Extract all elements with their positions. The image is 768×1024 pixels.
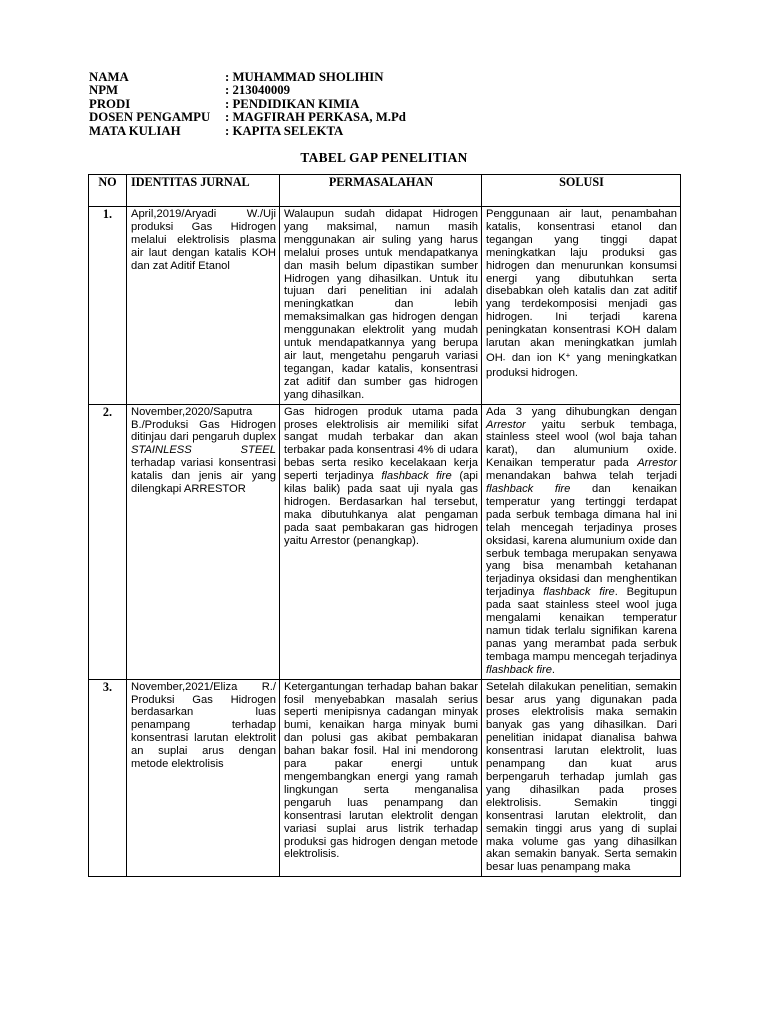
info-label: NAMA bbox=[89, 70, 129, 84]
table-row bbox=[89, 207, 681, 405]
solusi-cell: Ada 3 yang dihubungkan dengan Arrestor yaitu serbuk tembaga, stainless steel wool (wol baja tahan karat), dan alumunium oxide. Kenaikan temperatur pada Arrestor menandakan bahwa telah terjadi flashback fire dan kenaikan temperatur yang tertinggi terdapat pada serbuk tembaga dimana hal ini telah mencegah terjadinya proses oksidasi, karena alumunium oxide dan serbuk tembaga merupakan senyawa yang bisa menambah ketahanan terjadinya oksidasi dan menghentikan terjadinya flashback fire. Begitupun pada saat stainless steel wool juga mengalami kenaikan temperatur namun tidak terlalu signifikan karena panas yang merambat pada serbuk tembaga mampu mencegah terjadinya flashback fire. bbox=[482, 404, 681, 679]
info-row-matakuliah bbox=[89, 125, 509, 138]
table-header-row bbox=[89, 175, 681, 207]
identitas-cell: November,2020/Saputra B./Produksi Gas Hidrogen ditinjau dari pengaruh duplex STAINLESS STEEL terhadap variasi konsentrasi katalis dan jenis air yang dilengkapi ARRESTOR bbox=[127, 404, 280, 679]
info-value: : PENDIDIKAN KIMIA bbox=[225, 96, 360, 111]
gap-table bbox=[88, 174, 681, 877]
row-number: 3. bbox=[89, 679, 127, 877]
student-info bbox=[89, 71, 509, 138]
info-row-prodi bbox=[89, 98, 509, 111]
row-number: 2. bbox=[89, 404, 127, 679]
info-label: MATA KULIAH bbox=[89, 123, 181, 138]
info-row-nama bbox=[89, 71, 509, 84]
solusi-cell: Penggunaan air laut, penambahan katalis, konsentrasi etanol dan tegangan yang tinggi dapat meningkatkan laju produksi gas hidrogen dan menurunkan konsumsi energi yang dibutuhkan serta disebabkan oleh katalis dan zat aditif yang terdekomposisi menjadi gas hidrogen. Ini terjadi karena peningkatan konsentrasi KOH dalam larutan akan meningkatkan jumlah OH- dan ion K+ yang meningkatkan produksi hidrogen. bbox=[482, 207, 681, 405]
header-identitas: IDENTITAS JURNAL bbox=[127, 175, 280, 207]
info-value: : KAPITA SELEKTA bbox=[225, 123, 344, 138]
table-row bbox=[89, 404, 681, 679]
info-row-npm bbox=[89, 84, 509, 97]
permasalahan-cell: Walaupun sudah didapat Hidrogen yang maksimal, namun masih menggunakan air suling yang harus melalui proses untuk mendapatkanya dan masih belum dipastikan sumber Hidrogen yang dihasilkan. Untuk itu tujuan dari penelitian ini adalah meningkatkan dan lebih memaksimalkan gas hidrogen dengan menggunakan elektrolit yang mudah untuk mendapatkannya yang berupa air laut, mengetahu pengaruh variasi tegangan, kadar katalis, konsentrasi zat aditif dan sumber gas hidrogen yang dihasilkan. bbox=[280, 207, 482, 405]
info-value: : MUHAMMAD SHOLIHIN bbox=[225, 70, 384, 84]
header-no: NO bbox=[89, 175, 127, 207]
info-value: : 213040009 bbox=[225, 83, 291, 98]
header-solusi: SOLUSI bbox=[482, 175, 681, 207]
header-permasalahan: PERMASALAHAN bbox=[280, 175, 482, 207]
info-label: DOSEN PENGAMPU bbox=[89, 110, 211, 125]
info-row-dosen bbox=[89, 111, 509, 124]
page-title: TABEL GAP PENELITIAN bbox=[300, 150, 468, 165]
permasalahan-cell: Ketergantungan terhadap bahan bakar fosil menyebabkan masalah serius seperti menipisnya cadangan minyak bumi, kenaikan harga minyak bumi dan polusi gas akibat pembakaran bahan bakar fosil. Hal ini mendorong para pakar energi untuk mengembangkan energi yang ramah lingkungan serta menganalisa pengaruh luas penampang dan konsentrasi larutan elektrolit dengan variasi suplai arus listrik terhadap produksi gas hidrogen dengan metode elektrolisis. bbox=[280, 679, 482, 877]
info-label: PRODI bbox=[89, 96, 131, 111]
identitas-cell: November,2021/Eliza R./ Produksi Gas Hidrogen berdasarkan luas penampang terhadap konsentrasi larutan elektrolit an suplai arus dengan metode elektrolisis bbox=[127, 679, 280, 877]
permasalahan-cell: Gas hidrogen produk utama pada proses elektrolisis air memiliki sifat sangat mudah terbakar dan akan terbakar pada konsentrasi 4% di udara bebas serta resiko kecelakaan kerja seperti terjadinya flashback fire (api kilas balik) pada saat uji nyala gas hidrogen. Berdasarkan hal tersebut, maka dibutuhkanya alat pengaman pada saat pembakaran gas hidrogen yaitu Arrestor (penangkap). bbox=[280, 404, 482, 679]
info-label: NPM bbox=[89, 83, 119, 98]
info-value: : MAGFIRAH PERKASA, M.Pd bbox=[225, 110, 406, 125]
row-number: 1. bbox=[89, 207, 127, 405]
identitas-cell: April,2019/Aryadi W./Uji produksi Gas Hidrogen melalui elektrolisis plasma air laut dengan katalis KOH dan zat Aditif Etanol bbox=[127, 207, 280, 405]
solusi-cell: Setelah dilakukan penelitian, semakin besar arus yang digunakan pada proses elektrolisis maka semakin banyak gas yang dihasilkan. Dari penelitian inidapat dianalisa bahwa konsentrasi larutan elektrolit, luas penampang dan kuat arus berpengaruh terhadap jumlah gas yang dihasilkan pada proses elektrolisis. Semakin tinggi konsentrasi larutan elektrolit, dan semakin tinggi arus yang di suplai maka volume gas yang dihasilkan akan semakin banyak. Serta semakin besar luas penampang maka bbox=[482, 679, 681, 877]
table-row bbox=[89, 679, 681, 877]
